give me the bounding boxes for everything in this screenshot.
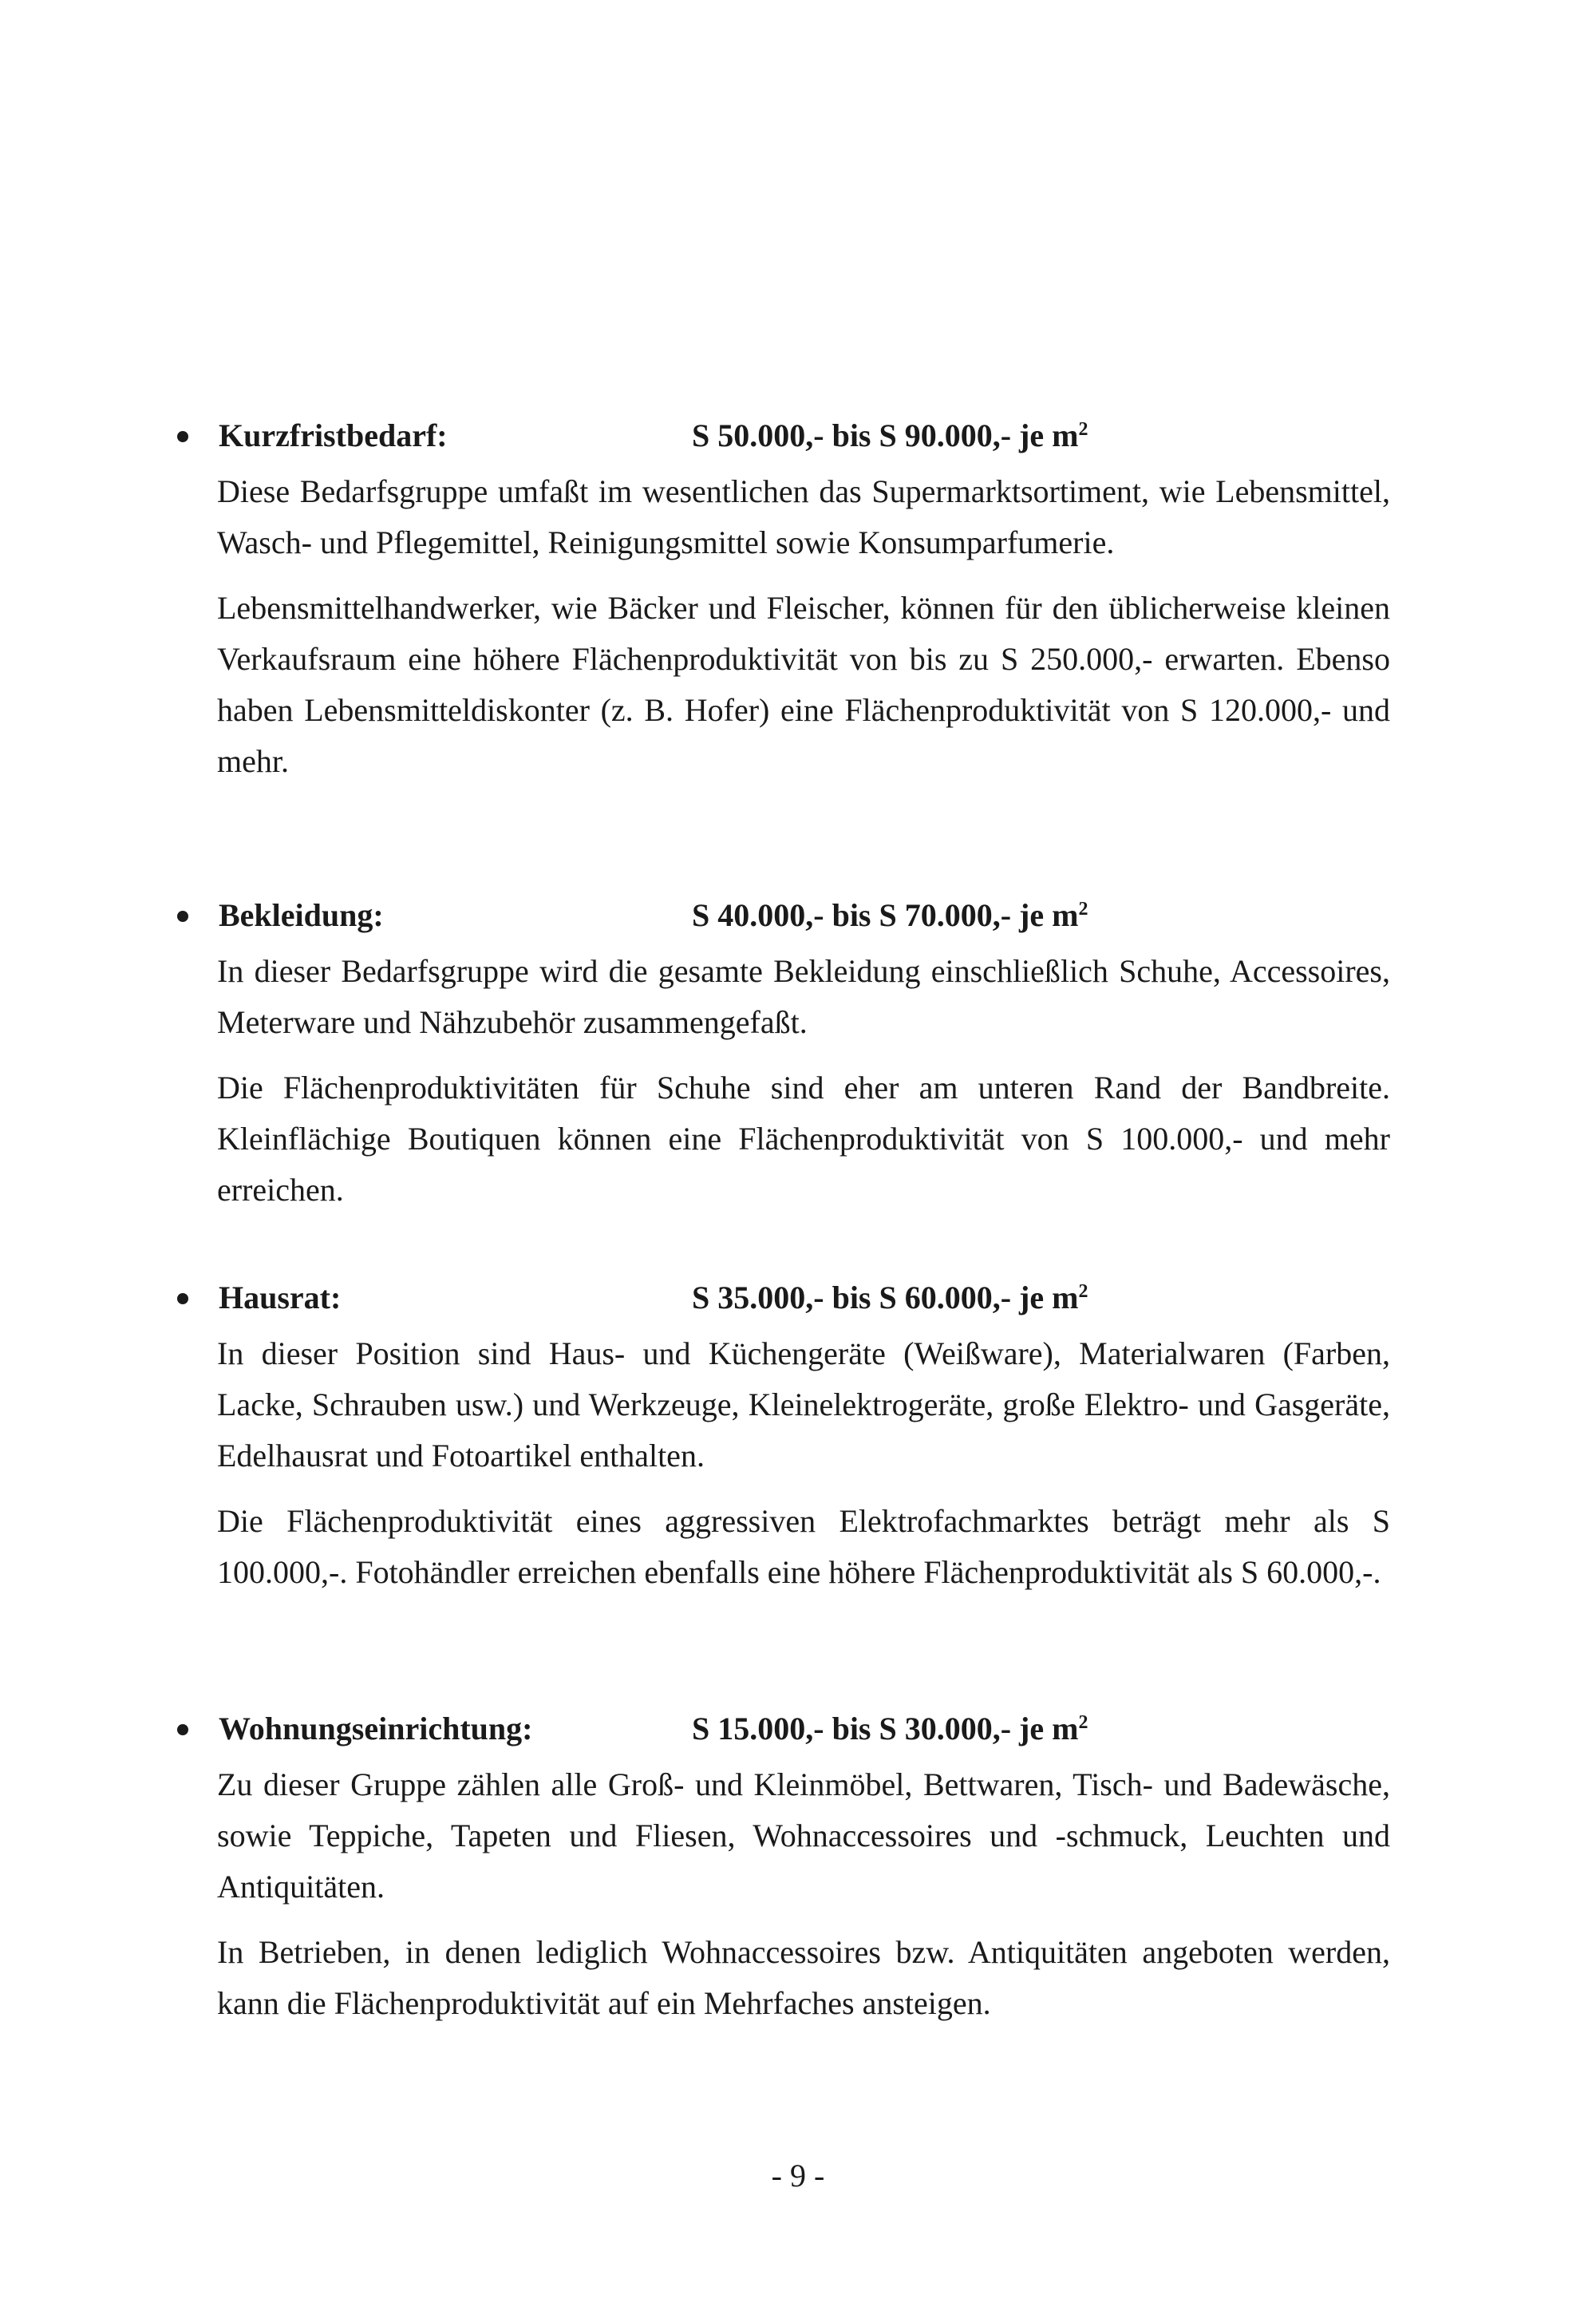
section-heading [177,1705,1390,1753]
section-heading [177,412,1390,460]
section-kurzfristbedarf [177,412,1390,787]
unit-superscript: 2 [1078,419,1088,440]
page-number: - 9 - [771,2158,825,2193]
paragraph: Die Flächenproduktivitäten für Schuhe sind eher am unteren Rand der Bandbreite. Kleinflächige Boutiquen können eine Flächenproduktivität von S 100.000,- und mehr erreichen. [217,1070,1390,1208]
paragraph: In dieser Position sind Haus- und Küchengeräte (Weißware), Materialwaren (Farben, Lacke, Schrauben usw.) und Werkzeuge, Kleinelektrogeräte, große Elektro- und Gasgeräte, Edelhausrat und Fotoartikel enthalten. [217,1335,1390,1474]
bullet-icon [177,431,188,442]
unit-superscript: 2 [1078,1281,1088,1302]
paragraph: Lebensmittelhandwerker, wie Bäcker und Fleischer, können für den üblicherweise kleinen Verkaufsraum eine höhere Flächenproduktivität von bis zu S 250.000,- erwarten. Ebenso haben Lebensmitteldiskonter (z. B. Hofer) eine Flächenproduktivität von S 120.000,- und mehr. [217,590,1390,779]
bullet-icon [177,911,188,922]
unit-superscript: 2 [1078,899,1088,920]
range-text: S 15.000,- bis S 30.000,- je m [692,1711,1079,1746]
unit-superscript: 2 [1078,1712,1088,1733]
section-heading [177,1274,1390,1322]
category-label: Hausrat: [219,1280,342,1315]
paragraph: Zu dieser Gruppe zählen alle Groß- und Kleinmöbel, Bettwaren, Tisch- und Badewäsche, sowie Teppiche, Tapeten und Fliesen, Wohnaccessoires und -schmuck, Leuchten und Antiquitäten. [217,1766,1390,1905]
productivity-range [692,412,1088,460]
bullet-icon [177,1724,188,1735]
section-bekleidung [177,892,1390,1216]
section-wohnungseinrichtung [177,1705,1390,2029]
range-text: S 50.000,- bis S 90.000,- je m [692,417,1079,453]
category-label: Bekleidung: [219,897,384,933]
section-heading [177,892,1390,939]
category-label: Kurzfristbedarf: [219,417,448,453]
range-text: S 40.000,- bis S 70.000,- je m [692,897,1079,933]
productivity-range [692,1274,1088,1322]
productivity-range [692,892,1088,939]
paragraph: Die Flächenproduktivität eines aggressiven Elektrofachmarktes beträgt mehr als S 100.000,-. Fotohändler erreichen ebenfalls eine höhere Flächenproduktivität als S 60.000,-. [217,1503,1390,1590]
bullet-icon [177,1293,188,1304]
paragraph: In dieser Bedarfsgruppe wird die gesamte Bekleidung einschließlich Schuhe, Accessoires, Meterware und Nähzubehör zusammengefaßt. [217,953,1390,1040]
section-hausrat [177,1274,1390,1598]
category-label: Wohnungseinrichtung: [219,1711,533,1746]
paragraph: In Betrieben, in denen lediglich Wohnaccessoires bzw. Antiquitäten angeboten werden, kann die Flächenproduktivität auf ein Mehrfaches ansteigen. [217,1934,1390,2021]
range-text: S 35.000,- bis S 60.000,- je m [692,1280,1079,1315]
paragraph: Diese Bedarfsgruppe umfaßt im wesentlichen das Supermarktsortiment, wie Lebensmittel, Wasch- und Pflegemittel, Reinigungsmittel sowie Konsumparfumerie. [217,473,1390,560]
productivity-range [692,1705,1088,1753]
